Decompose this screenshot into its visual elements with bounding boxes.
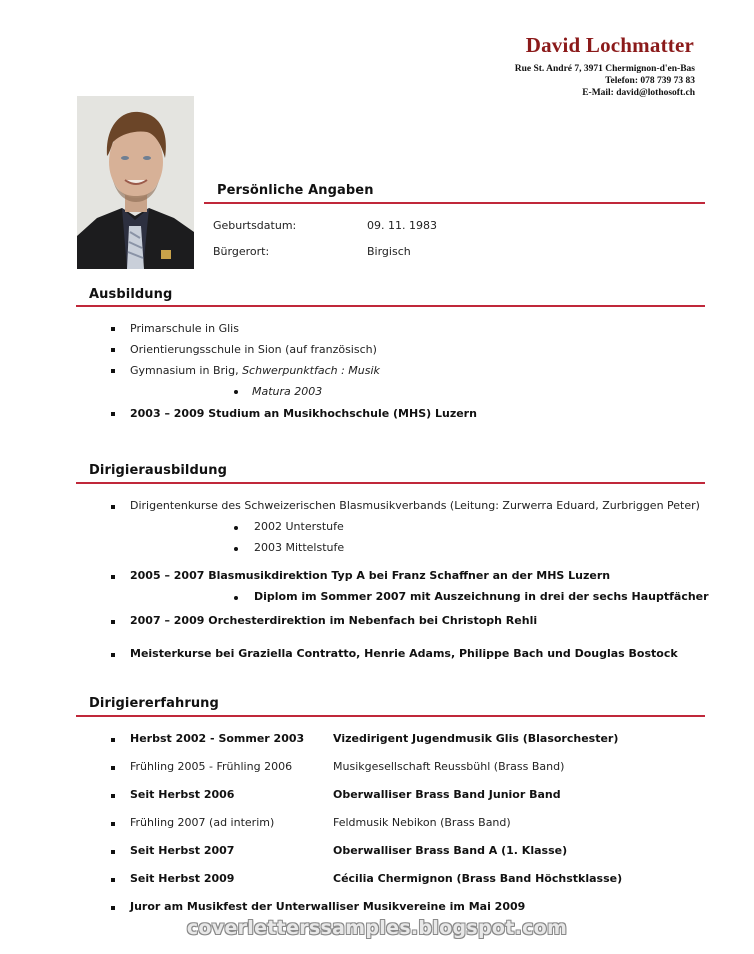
bullet-square [111,505,115,509]
section-rule [76,715,705,717]
education-item: Orientierungsschule in Sion (auf französisch) [130,343,377,356]
experience-period: Frühling 2005 - Frühling 2006 [130,760,293,773]
section-rule [76,305,705,307]
email: E-Mail: david@lothosoft.ch [582,88,695,98]
section-title-conducting-training: Dirigierausbildung [89,463,228,478]
bullet-square [111,906,115,910]
phone: Telefon: 078 739 73 83 [605,76,695,86]
bullet-square [111,369,115,373]
address: Rue St. André 7, 3971 Chermignon-d'en-Bas [514,64,695,74]
experience-role: Oberwalliser Brass Band Junior Band [333,788,561,801]
bullet-square [111,850,115,854]
bullet-square [111,794,115,798]
training-subitem: 2002 Unterstufe [254,520,344,533]
juror-item: Juror am Musikfest der Unterwalliser Musikvereine im Mai 2009 [130,900,526,913]
portrait-photo [77,96,194,269]
bullet-square [111,620,115,624]
training-item: 2005 – 2007 Blasmusikdirektion Typ A bei Franz Schaffner an der MHS Luzern [130,569,611,582]
education-item [130,364,380,377]
section-title-education: Ausbildung [89,287,173,302]
bullet-square [111,575,115,579]
bullet-square [111,327,115,331]
experience-role: Vizedirigent Jugendmusik Glis (Blasorchester) [333,732,619,745]
education-item: Primarschule in Glis [130,322,239,335]
bullet-square [111,412,115,416]
bullet-square [111,766,115,770]
section-rule [204,202,705,204]
experience-period: Seit Herbst 2009 [130,872,235,885]
experience-period: Seit Herbst 2007 [130,844,235,857]
training-item: Meisterkurse bei Graziella Contratto, Henrie Adams, Philippe Bach und Douglas Bostock [130,647,678,660]
hometown-label: Bürgerort: [213,245,270,258]
training-subitem: Diplom im Sommer 2007 mit Auszeichnung in drei der sechs Hauptfächer [254,590,709,603]
bullet-dot [234,390,238,394]
experience-role: Musikgesellschaft Reussbühl (Brass Band) [333,760,565,773]
training-item: 2007 – 2009 Orchesterdirektion im Nebenfach bei Christoph Rehli [130,614,538,627]
experience-role: Cécilia Chermignon (Brass Band Höchstklasse) [333,872,623,885]
section-rule [76,482,705,484]
bullet-dot [234,547,238,551]
education-item-main: Gymnasium in Brig, [130,364,243,377]
watermark: coverletterssamples.blogspot.com [186,917,568,939]
birthdate-label: Geburtsdatum: [213,219,297,232]
bullet-square [111,738,115,742]
experience-role: Oberwalliser Brass Band A (1. Klasse) [333,844,568,857]
section-title-personal: Persönliche Angaben [217,183,374,198]
bullet-dot [234,526,238,530]
education-item: 2003 – 2009 Studium an Musikhochschule (MHS) Luzern [130,407,477,420]
bullet-square [111,653,115,657]
birthdate-value: 09. 11. 1983 [367,219,437,232]
experience-period: Seit Herbst 2006 [130,788,235,801]
experience-period: Herbst 2002 - Sommer 2003 [130,732,305,745]
experience-period: Frühling 2007 (ad interim) [130,816,275,829]
bullet-dot [234,596,238,600]
bullet-square [111,822,115,826]
bullet-square [111,348,115,352]
education-subitem: Matura 2003 [252,385,323,398]
training-item: Dirigentenkurse des Schweizerischen Blasmusikverbands (Leitung: Zurwerra Eduard, Zurbriggen Peter) [130,499,700,512]
hometown-value: Birgisch [367,245,411,258]
training-subitem: 2003 Mittelstufe [254,541,345,554]
education-item-focus: Schwerpunktfach : Musik [242,364,380,377]
bullet-square [111,878,115,882]
section-title-conducting-experience: Dirigiererfahrung [89,696,219,711]
candidate-name: David Lochmatter [525,33,694,57]
experience-role: Feldmusik Nebikon (Brass Band) [333,816,511,829]
